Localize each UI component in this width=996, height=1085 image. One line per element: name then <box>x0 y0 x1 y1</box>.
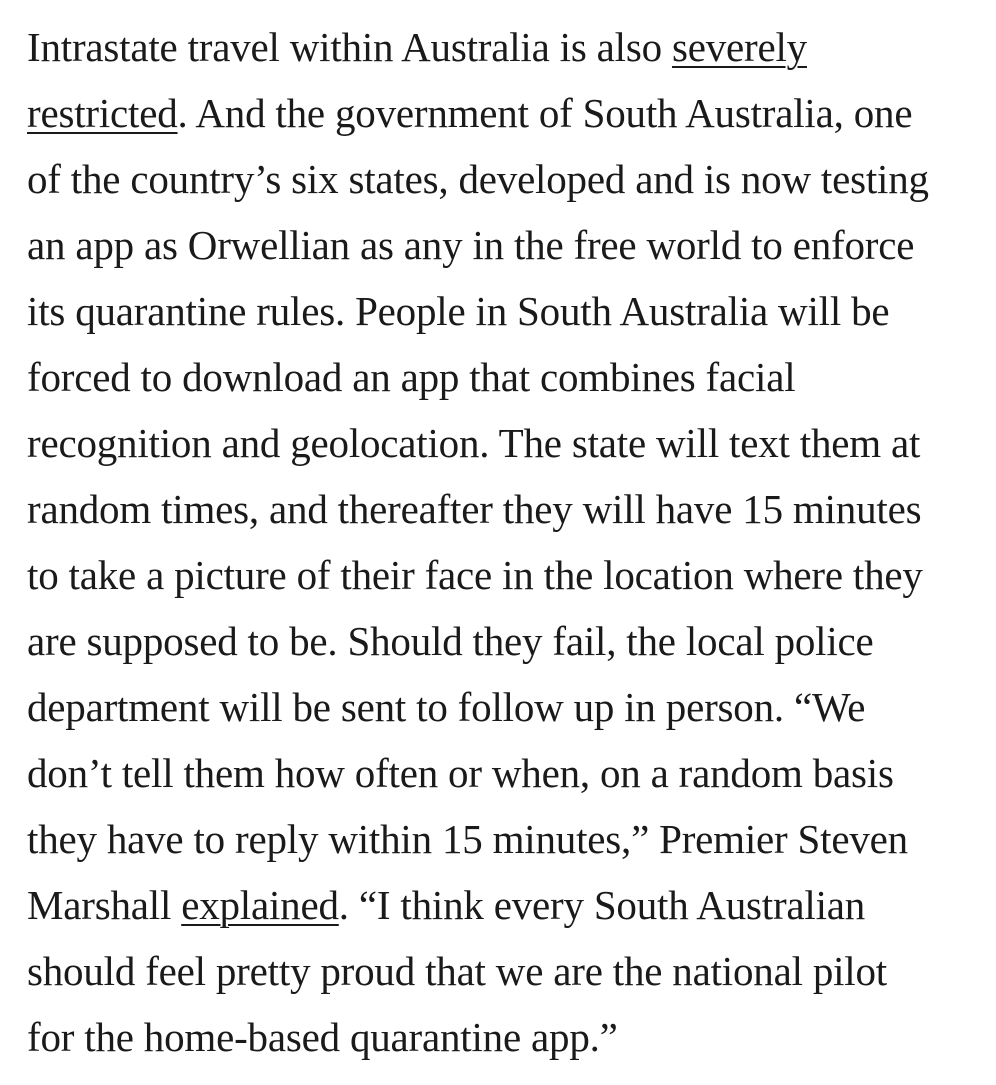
text-line <box>27 542 987 608</box>
link-severely-restricted[interactable]: restricted <box>27 90 178 136</box>
text-line <box>27 872 987 938</box>
line-text: Marshall <box>27 882 182 928</box>
text-line <box>27 938 987 1004</box>
line-text: are supposed to be. Should they fail, the local police <box>27 618 874 664</box>
line-text: . “I think every South Australian <box>338 882 866 928</box>
text-line <box>27 674 987 740</box>
line-text: Intrastate travel within Australia is also <box>27 24 672 70</box>
article-paragraph <box>27 0 987 1070</box>
link-explained[interactable]: explained <box>181 882 339 928</box>
text-line <box>27 740 987 806</box>
text-line <box>27 1004 987 1070</box>
line-text: department will be sent to follow up in person. “We <box>27 684 866 730</box>
text-line <box>27 410 987 476</box>
text-line <box>27 806 987 872</box>
text-line <box>27 278 987 344</box>
line-text: of the country’s six states, developed and is now testing <box>27 156 929 202</box>
text-line <box>27 476 987 542</box>
text-line <box>27 212 987 278</box>
line-text: don’t tell them how often or when, on a random basis <box>27 750 894 796</box>
link-severely-restricted[interactable]: severely <box>671 24 807 70</box>
line-text: to take a picture of their face in the location where they <box>27 552 923 598</box>
line-text: recognition and geolocation. The state will text them at <box>27 420 921 466</box>
line-text: an app as Orwellian as any in the free world to enforce <box>27 222 915 268</box>
line-text: . And the government of South Australia, one <box>177 90 913 136</box>
line-text: should feel pretty proud that we are the national pilot <box>27 948 887 994</box>
line-text: they have to reply within 15 minutes,” Premier Steven <box>27 816 908 862</box>
text-line <box>27 608 987 674</box>
text-line <box>27 344 987 410</box>
line-text: for the home-based quarantine app.” <box>27 1014 618 1060</box>
line-text: forced to download an app that combines facial <box>27 354 796 400</box>
text-line <box>27 146 987 212</box>
text-line <box>27 80 987 146</box>
text-line <box>27 14 987 80</box>
line-text: its quarantine rules. People in South Australia will be <box>27 288 890 334</box>
line-text: random times, and thereafter they will have 15 minutes <box>27 486 922 532</box>
